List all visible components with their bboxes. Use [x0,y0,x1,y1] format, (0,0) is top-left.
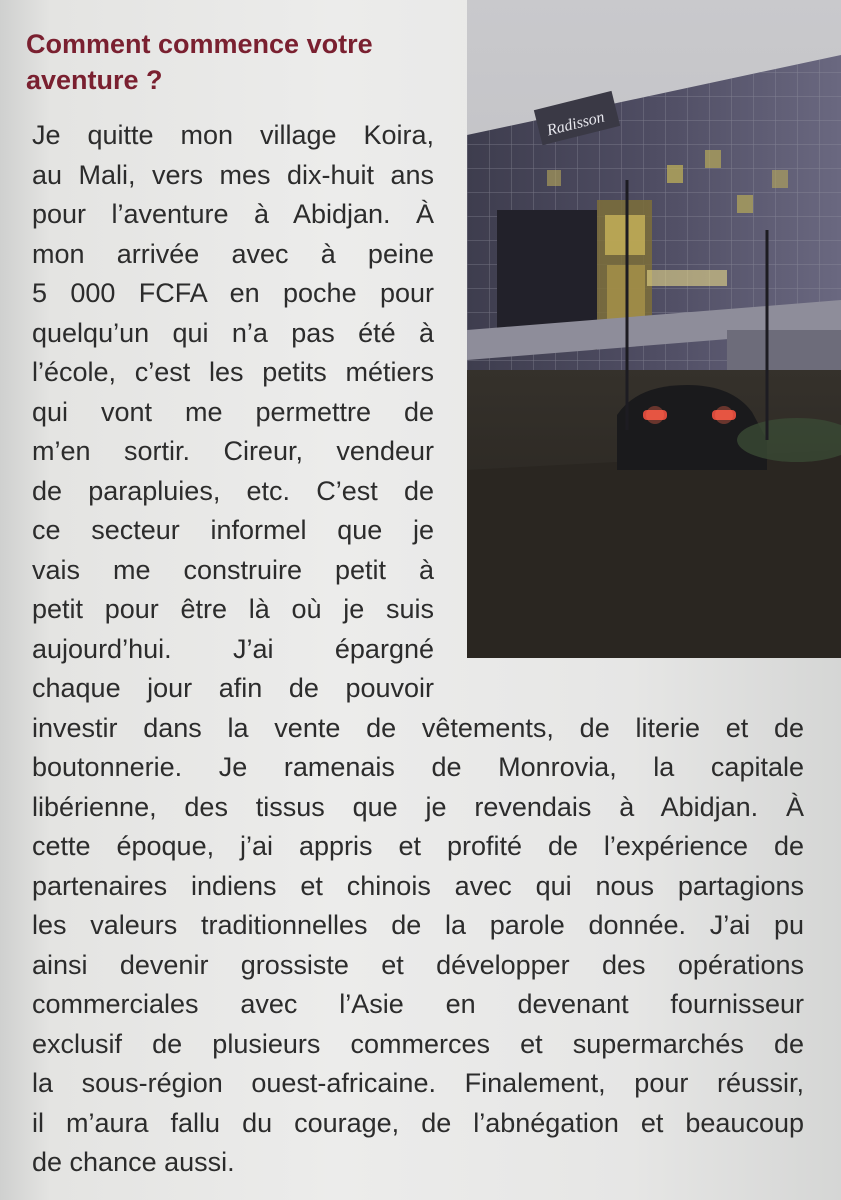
body-line: vais me construire petit à [32,554,434,585]
body-line: petit pour être là où je suis [32,594,434,624]
body-line: de parapluies, etc. C’est de [32,475,434,506]
body-line: quelqu’un qui n’a pas été à [32,317,434,348]
body-line: exclusif de plusieurs commerces et supermarchés de [32,1028,804,1059]
heading-line-2: aventure ? [26,65,163,95]
body-line: libérienne, des tissus que je revendais à Abidjan. À [32,791,804,822]
body-line: il m’aura fallu du courage, de l’abnégation et beaucoup [32,1107,804,1138]
body-line: aujourd’hui. J’ai épargné [32,633,434,664]
hotel-building-photo [467,0,841,658]
body-line: commerciales avec l’Asie en devenant fournisseur [32,989,804,1019]
body-line: pour l’aventure à Abidjan. À [32,199,434,229]
section-heading [26,26,456,98]
body-line: ce secteur informel que je [32,515,434,545]
body-line: investir dans la vente de vêtements, de literie et de [32,712,804,743]
hotel-sign: Radisson [545,108,607,140]
body-line: qui vont me permettre de [32,396,434,427]
body-line: de chance aussi. [32,1147,235,1177]
body-line: ainsi devenir grossiste et développer des opérations [32,949,804,980]
body-line: m’en sortir. Cireur, vendeur [32,436,434,466]
body-line: l’école, c’est les petits métiers [32,357,434,387]
body-line: mon arrivée avec à peine [32,238,434,269]
body-column-wide [32,709,804,1183]
body-line: la sous-région ouest-africaine. Finalement, pour réussir, [32,1068,804,1098]
body-line: cette époque, j’ai appris et profité de l’expérience de [32,831,804,861]
body-line: chaque jour afin de pouvoir [32,673,434,703]
body-line: les valeurs traditionnelles de la parole donnée. J’ai pu [32,910,804,940]
body-line: au Mali, vers mes dix-huit ans [32,159,434,190]
body-line: partenaires indiens et chinois avec qui nous partagions [32,870,804,901]
heading-line-1: Comment commence votre [26,29,373,59]
body-line: boutonnerie. Je ramenais de Monrovia, la capitale [32,752,804,782]
body-line: 5 000 FCFA en poche pour [32,278,434,308]
body-line: Je quitte mon village Koira, [32,120,434,150]
